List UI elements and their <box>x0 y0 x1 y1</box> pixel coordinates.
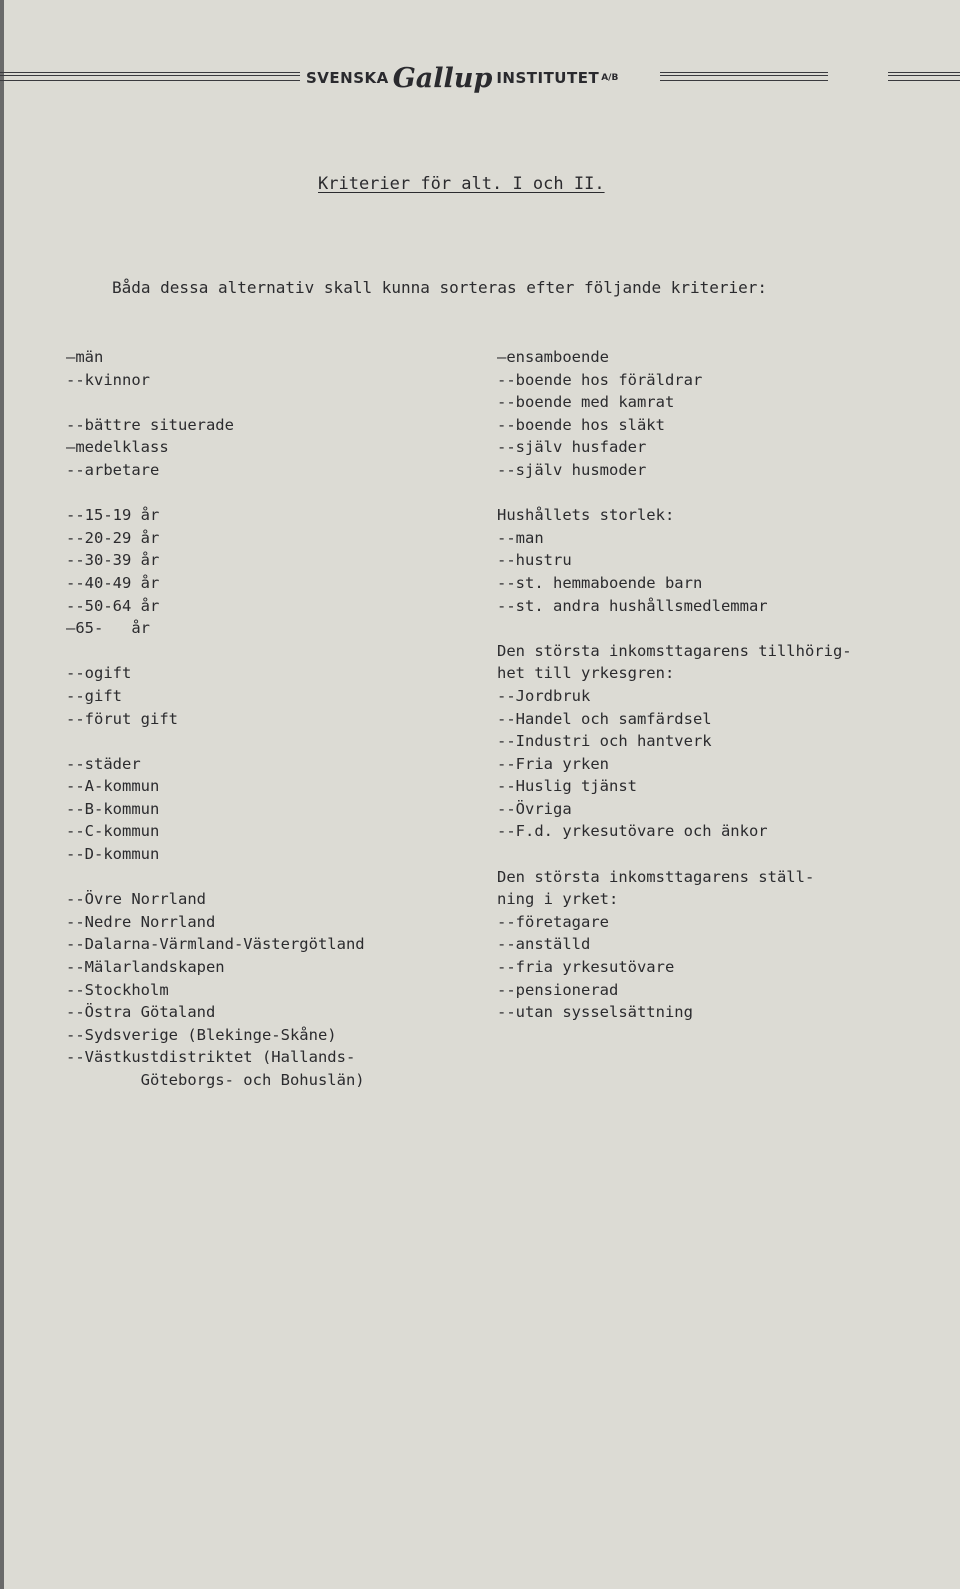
criteria-item: --F.d. yrkesutövare och änkor <box>497 822 768 841</box>
right-column <box>497 346 852 1024</box>
letterhead <box>0 64 960 92</box>
criteria-item: --själv husfader <box>497 438 647 457</box>
criteria-item: --30-39 år <box>66 551 160 570</box>
section-heading: ning i yrket: <box>497 890 619 909</box>
criteria-item: --15-19 år <box>66 506 160 525</box>
criteria-item: --pensionerad <box>497 980 619 999</box>
criteria-item: --städer <box>66 754 141 773</box>
section-heading: Den största inkomsttagarens tillhörig- <box>497 641 852 660</box>
criteria-item: --bättre situerade <box>66 415 234 434</box>
brand-svenska: SVENSKA <box>306 69 389 87</box>
criteria-item: --fria yrkesutövare <box>497 958 675 977</box>
criteria-item: --ogift <box>66 664 132 683</box>
section-heading: Den största inkomsttagarens ställ- <box>497 867 815 886</box>
criteria-item: --utan sysselsättning <box>497 1003 693 1022</box>
criteria-item: --Övriga <box>497 799 572 818</box>
criteria-item: --st. andra hushållsmedlemmar <box>497 596 768 615</box>
criteria-item: --boende med kamrat <box>497 393 675 412</box>
intro-text: Båda dessa alternativ skall kunna sorteras efter följande kriterier: <box>112 278 768 297</box>
criteria-item: --Handel och samfärdsel <box>497 709 712 728</box>
criteria-item: --Västkustdistriktet (Hallands- <box>66 1048 356 1067</box>
criteria-item: --20-29 år <box>66 528 160 547</box>
criteria-item: --Dalarna-Värmland-Västergötland <box>66 935 365 954</box>
criteria-item: --Huslig tjänst <box>497 777 637 796</box>
criteria-item: —65- år <box>66 619 150 638</box>
criteria-item: --B-kommun <box>66 799 160 818</box>
criteria-item: --Sydsverige (Blekinge-Skåne) <box>66 1025 337 1044</box>
criteria-item: --boende hos föräldrar <box>497 370 703 389</box>
criteria-item: --Stockholm <box>66 980 169 999</box>
criteria-item: --man <box>497 528 544 547</box>
criteria-item: --Mälarlandskapen <box>66 958 225 977</box>
criteria-item: --st. hemmaboende barn <box>497 573 703 592</box>
criteria-item: --hustru <box>497 551 572 570</box>
criteria-item: --kvinnor <box>66 370 150 389</box>
criteria-item: --boende hos släkt <box>497 415 665 434</box>
brand-gallup-logo: Gallup <box>392 62 493 94</box>
left-column <box>66 346 365 1092</box>
criteria-item: --40-49 år <box>66 573 160 592</box>
criteria-item: --arbetare <box>66 460 160 479</box>
criteria-item: --Östra Götaland <box>66 1003 216 1022</box>
criteria-item: --anställd <box>497 935 591 954</box>
criteria-item: --förut gift <box>66 709 178 728</box>
binding-edge <box>0 0 4 1589</box>
criteria-item: --Övre Norrland <box>66 890 206 909</box>
criteria-item: —ensamboende <box>497 348 609 366</box>
letterhead-rule-mid <box>660 72 828 81</box>
criteria-item: --A-kommun <box>66 777 160 796</box>
criteria-item: —medelklass <box>66 438 169 457</box>
criteria-item: --Fria yrken <box>497 754 609 773</box>
section-heading: Hushållets storlek: <box>497 506 675 525</box>
criteria-item: --själv husmoder <box>497 460 647 479</box>
letterhead-rule-right <box>888 72 960 81</box>
criteria-item: --Jordbruk <box>497 686 591 705</box>
letterhead-brand <box>306 64 618 92</box>
criteria-item: --50-64 år <box>66 596 160 615</box>
section-heading: het till yrkesgren: <box>497 664 675 683</box>
criteria-item: --Nedre Norrland <box>66 912 216 931</box>
letterhead-rule-left <box>0 72 300 81</box>
criteria-item: —män <box>66 348 104 366</box>
page-title: Kriterier för alt. I och II. <box>318 174 605 194</box>
criteria-item: --gift <box>66 686 122 705</box>
brand-suffix: A/B <box>601 73 619 83</box>
criteria-item: --Industri och hantverk <box>497 732 712 751</box>
criteria-item: Göteborgs- och Bohuslän) <box>66 1071 365 1089</box>
criteria-item: --D-kommun <box>66 845 160 864</box>
criteria-item: --företagare <box>497 912 609 931</box>
criteria-item: --C-kommun <box>66 822 160 841</box>
brand-institutet: INSTITUTET <box>496 69 600 87</box>
